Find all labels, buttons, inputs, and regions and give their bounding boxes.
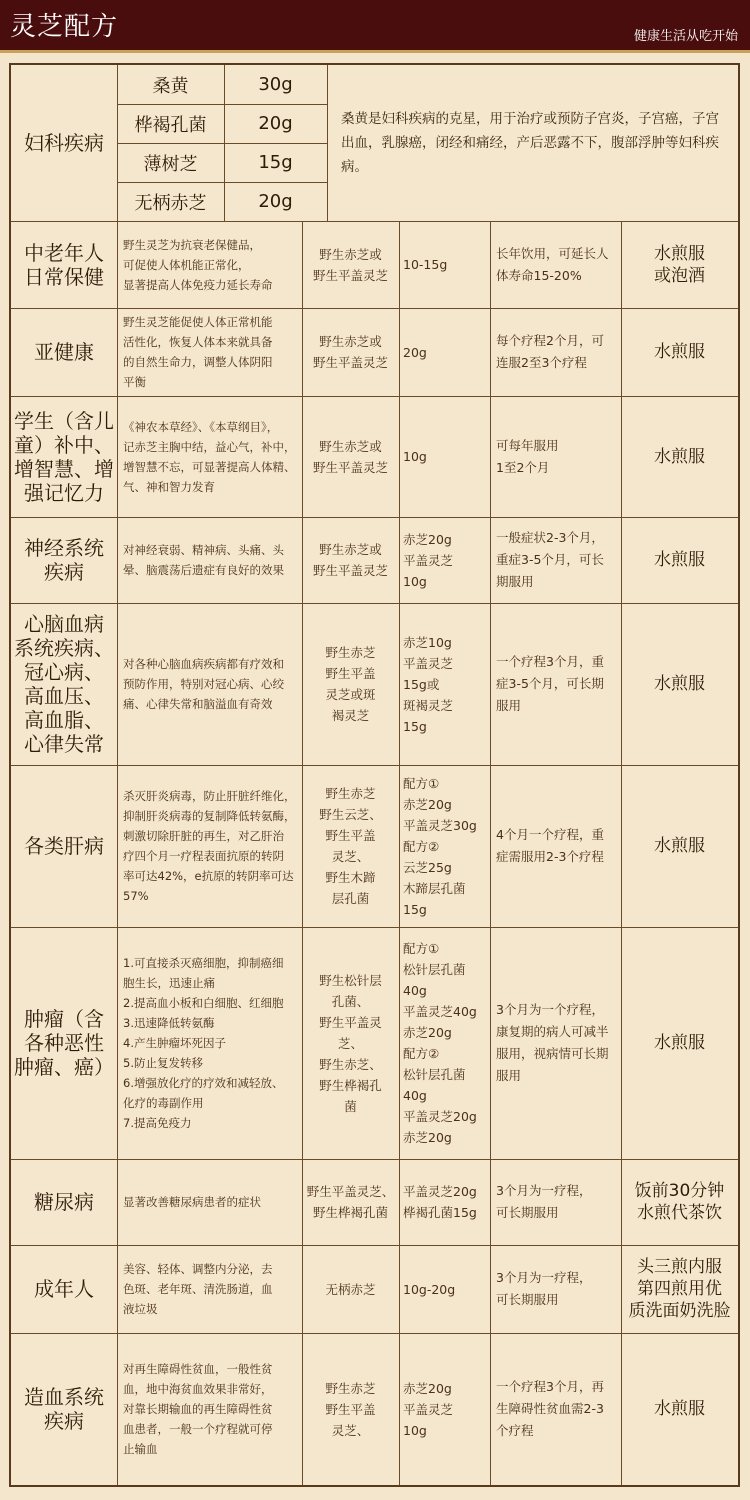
effect-cell: 美容、轻体、调整内分泌，去 色斑、老年斑、清洗肠道，血 液垃圾: [123, 1262, 273, 1316]
formula-name: 薄树芝: [143, 153, 198, 175]
formula-name: 无柄赤芝: [134, 192, 207, 214]
formula-amount: 20g: [258, 113, 293, 134]
formula-amount: 30g: [258, 74, 293, 95]
herbs-cell: 野生赤芝 野生平盖 灵芝、: [325, 1380, 376, 1438]
herbs-cell: 野生赤芝 野生云芝、 野生平盖 灵芝、 野生木蹄 层孔菌: [319, 786, 382, 906]
gynecology-description: 桑黄是妇科疾病的克星，用于治疗或预防子宫炎，子宫癌，子宫出血，乳腺癌，闭经和痛经，产后恶露不下，腹部浮肿等妇科疾病。: [341, 111, 719, 175]
usage-cell: 水煎服 或泡酒: [654, 243, 705, 286]
herbs-cell: 野生赤芝或 野生平盖灵芝: [312, 334, 388, 370]
dose-cell: 赤芝20g 平盖灵芝 10g: [403, 1380, 454, 1438]
category-cell: 亚健康: [34, 340, 94, 364]
category-cell: 糖尿病: [34, 1190, 94, 1214]
dose-cell: 10g-20g: [403, 1281, 456, 1297]
category-cell: 妇科疾病: [24, 131, 104, 155]
herbs-cell: 野生平盖灵芝、 野生桦褐孔菌: [306, 1184, 395, 1220]
table-rule: [11, 1245, 738, 1246]
effect-cell: 《神农本草经》、《本草纲目》， 记赤芝主胸中结，益心气，补中， 增智慧不忘，可显著提高人体精、 气、神和智力发育: [123, 419, 296, 494]
period-cell: 4个月一个疗程，重 症需服用2-3个疗程: [496, 827, 604, 864]
period-cell: 3个月为一疗程， 可长期服用: [496, 1270, 592, 1307]
dose-cell: 配方① 赤芝20g 平盖灵芝30g 配方② 云芝25g 木蹄层孔菌 15g: [403, 775, 477, 917]
usage-cell: 水煎服: [654, 342, 705, 362]
dose-cell: 10g: [403, 449, 427, 464]
usage-cell: 水煎服: [654, 446, 705, 467]
header-slogan: 健康生活从吃开始: [633, 29, 738, 44]
table-rule: [117, 221, 118, 1485]
category-cell: 神经系统 疾病: [24, 536, 104, 584]
herbs-cell: 野生赤芝或 野生平盖灵芝: [312, 246, 388, 283]
table-rule: [11, 308, 738, 309]
effect-cell: 杀灭肝炎病毒，防止肝脏纤维化， 抑制肝炎病毒的复制降低转氨酶， 刺激切除肝脏的再生，对乙肝治 疗四个月一疗程表面抗原的转阴 率可达42%，e抗原的转阴率可达 57%: [123, 789, 296, 903]
table-rule: [224, 65, 225, 221]
effect-cell: 对神经衰弱、精神病、头痛、头 晕、脑震荡后遗症有良好的效果: [123, 543, 284, 577]
category-cell: 中老年人 日常保健: [24, 240, 104, 289]
table-rule: [11, 221, 738, 222]
effect-cell: 显著改善糖尿病患者的症状: [123, 1195, 261, 1209]
table-rule: [11, 927, 738, 928]
usage-cell: 饭前30分钟 水煎代茶饮: [634, 1181, 725, 1223]
table-rule: [621, 221, 622, 1485]
category-cell: 成年人: [34, 1277, 94, 1301]
usage-cell: 水煎服: [654, 550, 705, 570]
herbs-cell: 野生赤芝 野生平盖 灵芝或斑 褐灵芝: [325, 645, 376, 723]
page-header: [0, 0, 750, 53]
usage-cell: 水煎服: [654, 1033, 705, 1053]
table-rule: [117, 104, 327, 105]
usage-cell: 水煎服: [654, 836, 705, 856]
dose-cell: 平盖灵芝20g 桦褐孔菌15g: [403, 1184, 477, 1220]
category-cell: 学生（含儿 童）补中、 增智慧、增 强记忆力: [14, 408, 114, 505]
formula-table: [9, 63, 740, 1487]
table-rule: [399, 221, 400, 1485]
usage-cell: 水煎服: [654, 1399, 705, 1419]
table-rule: [327, 65, 328, 221]
usage-cell: 水煎服: [654, 674, 705, 694]
period-cell: 长年饮用，可延长人 体寿命15-20%: [496, 245, 609, 283]
category-cell: 各类肝病: [24, 834, 104, 858]
table-rule: [11, 603, 738, 604]
period-cell: 每个疗程2个月，可 连服2至3个疗程: [496, 333, 604, 370]
formula-amount: 20g: [258, 191, 293, 212]
page-title: 灵芝配方: [10, 12, 119, 42]
table-rule: [11, 396, 738, 397]
herbs-cell: 无柄赤芝: [325, 1281, 376, 1297]
table-rule: [117, 182, 327, 183]
formula-name: 桑黄: [152, 75, 189, 97]
period-cell: 可每年服用 1至2个月: [496, 437, 559, 475]
effect-cell: 1.可直接杀灭癌细胞，抑制癌细 胞生长，迅速止痛 2.提高血小板和白细胞、红细胞 3.迅速降低转氨酶 4.产生肿瘤坏死因子 5.防止复发转移 6.增强放化疗的疗效和减轻放、 化疗的毒副作用 7.提高免疫力: [123, 956, 284, 1130]
table-rule: [302, 221, 303, 1485]
dose-cell: 赤芝10g 平盖灵芝 15g或 斑褐灵芝 15g: [403, 634, 454, 734]
period-cell: 3个月为一疗程， 可长期服用: [496, 1183, 592, 1220]
table-rule: [11, 517, 738, 518]
period-cell: 一般症状2-3个月， 重症3-5个月，可长 期服用: [496, 530, 604, 589]
period-cell: 一个疗程3个月，重 症3-5个月，可长期 服用: [496, 654, 604, 713]
table-rule: [117, 143, 327, 144]
herbs-cell: 野生赤芝或 野生平盖灵芝: [312, 438, 388, 475]
table-rule: [11, 765, 738, 766]
category-cell: 造血系统 疾病: [24, 1385, 104, 1433]
table-rule: [11, 1333, 738, 1334]
effect-cell: 野生灵芝为抗衰老保健品， 可促使人体机能正常化， 显著提高人体免疫力延长寿命: [123, 237, 273, 292]
usage-cell: 头三煎内服 第四煎用优 质洗面奶洗脸: [628, 1257, 731, 1321]
herbs-cell: 野生赤芝或 野生平盖灵芝: [312, 542, 388, 578]
effect-cell: 对再生障碍性贫血，一般性贫 血，地中海贫血效果非常好， 对靠长期输血的再生障碍性贫 血患者，一般一个疗程就可停 止输血: [123, 1362, 273, 1456]
dose-cell: 20g: [403, 344, 427, 360]
table-rule: [117, 65, 118, 221]
formula-amount: 15g: [258, 152, 293, 173]
period-cell: 一个疗程3个月，再 生障碍性贫血需2-3 个疗程: [496, 1379, 604, 1438]
table-rule: [11, 1159, 738, 1160]
table-rule: [490, 221, 491, 1485]
dose-cell: 赤芝20g 平盖灵芝 10g: [403, 531, 454, 589]
herbs-cell: 野生松针层 孔菌、 野生平盖灵 芝、 野生赤芝、 野生桦褐孔 菌: [319, 972, 382, 1114]
effect-cell: 对各种心脑血病疾病都有疗效和 预防作用，特别对冠心病、心绞 痛、心律失常和脑溢血有奇效: [123, 657, 284, 711]
dose-cell: 配方① 松针层孔菌 40g 平盖灵芝40g 赤芝20g 配方② 松针层孔菌 40g 平盖灵芝20g 赤芝20g: [403, 941, 477, 1145]
category-cell: 心脑血病 系统疾病、 冠心病、 高血压、 高血脂、 心律失常: [14, 612, 114, 756]
dose-cell: 10-15g: [403, 257, 448, 272]
period-cell: 3个月为一个疗程， 康复期的病人可减半 服用，视病情可长期 服用: [496, 1002, 609, 1083]
effect-cell: 野生灵芝能促使人体正常机能 活性化，恢复人体本来就具备 的自然生命力，调整人体阴阳 平衡: [123, 315, 273, 389]
category-cell: 肿瘤（含 各种恶性 肿瘤、癌）: [14, 1007, 114, 1079]
formula-name: 桦褐孔菌: [134, 114, 207, 136]
